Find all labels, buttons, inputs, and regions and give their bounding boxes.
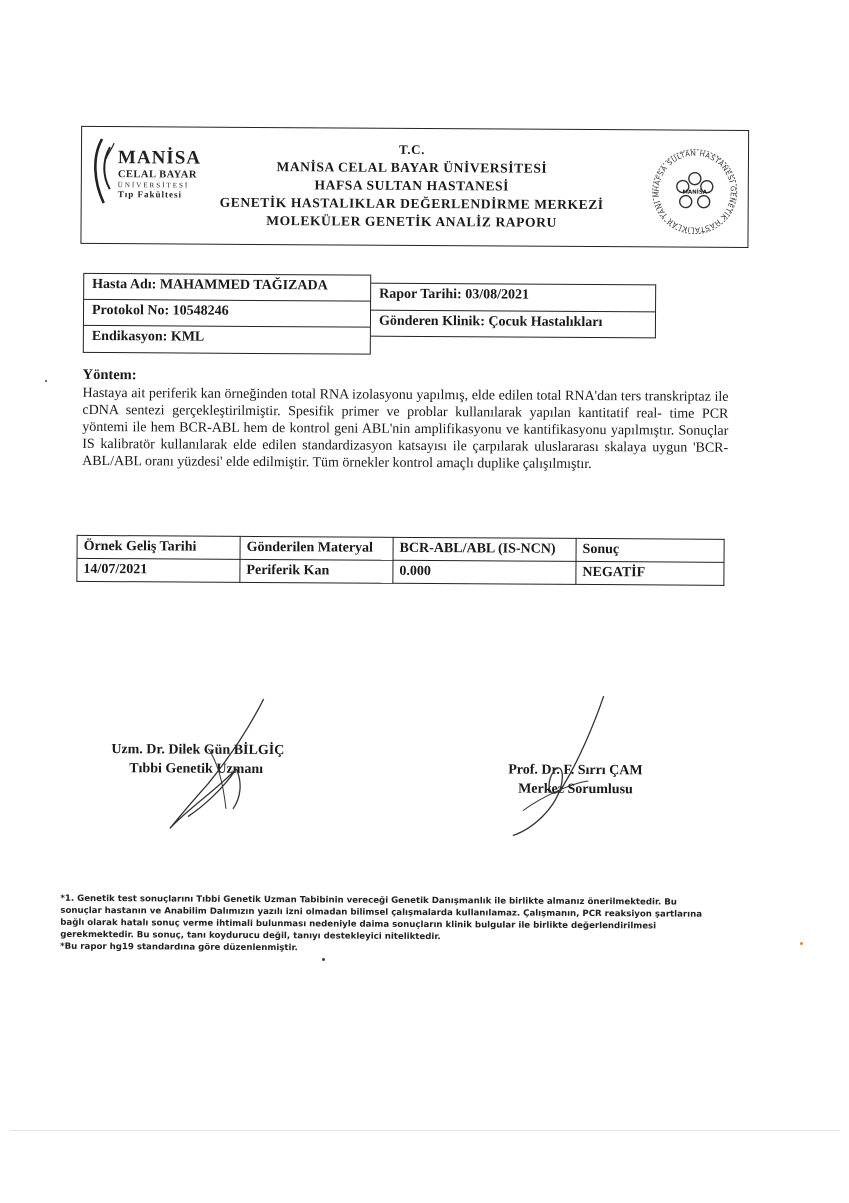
header-title-center: GENETİK HASTALIKLAR DEĞERLENDİRME MERKEZİ [219, 194, 604, 213]
report-header [80, 126, 749, 248]
header-titles [212, 140, 613, 232]
logo-line2: ÜNİVERSİTESİ [117, 181, 190, 190]
patient-name: Hasta Adı: MAHAMMED TAĞIZADA [84, 274, 370, 302]
result-value: NEGATİF [576, 561, 724, 585]
signature-right-image [503, 690, 624, 841]
patient-info-left [83, 273, 371, 355]
logo-mark-icon [88, 137, 120, 207]
report-date: Rapor Tarihi: 03/08/2021 [371, 284, 655, 313]
logo-brand: MANİSA [117, 147, 202, 169]
signer-right-name: Prof. Dr. F. Sırrı ÇAM [508, 762, 643, 779]
signature-left-image [148, 688, 289, 839]
protocol-number: Protokol No: 10548246 [84, 300, 370, 328]
footnote-2: *Bu rapor hg19 standardına göre düzenlenmiştir. [60, 941, 298, 954]
scan-speck [45, 380, 47, 382]
indication: Endikasyon: KML [91, 328, 205, 345]
header-result: Sonuç [576, 538, 724, 562]
header-ratio: BCR-ABL/ABL (IS-NCN) [393, 537, 576, 561]
scan-speck [322, 958, 325, 961]
header-material: Gönderilen Materyal [240, 536, 393, 560]
referring-clinic: Gönderen Klinik: Çocuk Hastalıkları [378, 313, 603, 331]
header-title-university: MANİSA CELAL BAYAR ÜNİVERSİTESİ [276, 159, 548, 176]
logo-line3: Tıp Fakültesi [117, 189, 183, 200]
header-title-tc: T.C. [398, 141, 426, 157]
signer-right-title: Merkez Sorumlusu [518, 781, 633, 798]
method-text: Hastaya ait periferik kan örneğinden total RNA izolasyonu yapılmış, elde edilen total RNA'dan ters transkriptaz ile cDNA sentezi gerçekleştirilmiştir. Spesifik primer ve problar kullanılarak yapılan kantitatif real- time PCR yöntemi ile hem BCR-ABL hem de kontrol geni ABL'nin amplifikasyonu ve kantifikasyonu yapılmıştır. Sonuçlar IS kalibratör kullanılarak elde edilen standardizasyon katsayısı ile çarpılarak uluslararası skalaya uygun 'BCR-ABL/ABL oranı yüzdesi' elde edilmiştir. Tüm örnekler kontrol amaçlı duplike çalışılmıştır. [82, 385, 729, 473]
material: Periferik Kan [240, 559, 393, 583]
footnote-1: *1. Genetik test sonuçlarını Tıbbi Genetik Uzman Tabibinin vereceği Genetik Danışmanlık ile birlikte almanız önerilmektedir. Bu sonuçlar hastanın ve Anabilim Dalımızın yazılı izni olmadan bilimsel çalışmalarda kullanılamaz. Çalışmanın, PCR reaksiyon şartlarına bağlı olarak hatalı sonuç verme ihtimali bulunması nedeniyle daima sonuçların klinik bulgular ile birlikte değerlendirilmesi gerekmektedir. Bu sonuç, tanı koydurucu değil, tanıyı destekleyici niteliktedir. [60, 893, 703, 943]
sample-date: 14/07/2021 [77, 558, 240, 582]
university-logo [88, 137, 208, 208]
signer-left-title: Tıbbi Genetik Uzmanı [129, 761, 264, 778]
scan-fold-line [10, 1130, 840, 1131]
logo-line1: CELAL BAYAR [117, 169, 198, 181]
results-row [77, 558, 724, 585]
ratio-value: 0.000 [393, 560, 576, 584]
footnotes [60, 893, 712, 957]
header-title-report: MOLEKÜLER GENETİK ANALİZ RAPORU [266, 213, 557, 230]
center-seal-logo [649, 146, 740, 237]
header-sample-date: Örnek Geliş Tarihi [77, 535, 240, 559]
header-title-hospital: HAFSA SULTAN HASTANESİ [314, 177, 510, 194]
svg-text:MANİSA: MANİSA [682, 189, 708, 196]
patient-info-right [371, 283, 656, 339]
svg-text:HAFSA SULTAN HASTANESİ GENETİK: HAFSA SULTAN HASTANESİ GENETİK HASTALIKLAR TANI MERKEZİ [652, 149, 737, 234]
scan-speck [800, 942, 803, 945]
method-title: Yöntem: [82, 366, 137, 384]
results-table [76, 535, 724, 586]
signer-left-name: Uzm. Dr. Dilek Gün BİLGİÇ [111, 742, 285, 759]
